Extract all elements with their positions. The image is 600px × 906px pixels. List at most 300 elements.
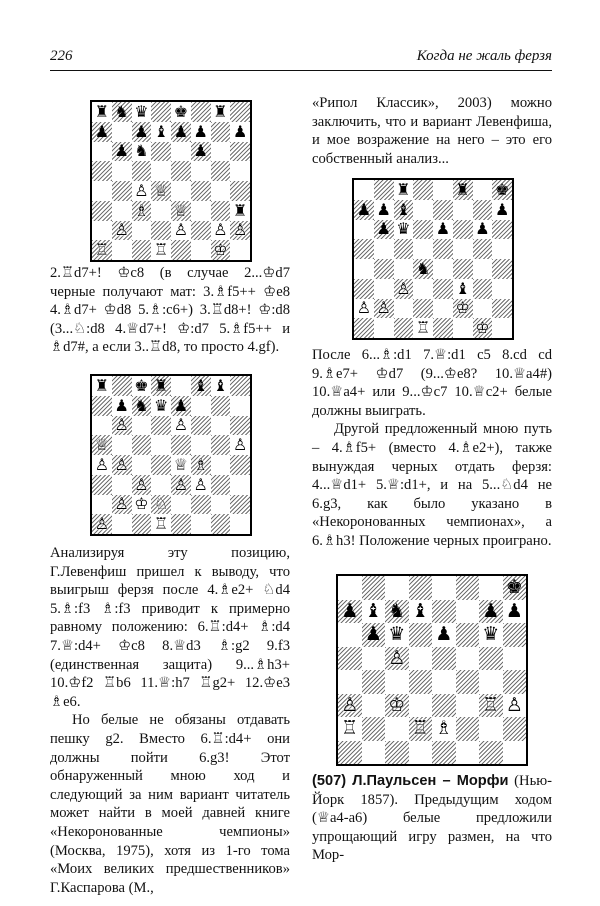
white-pawn-icon: ♙ [114, 494, 129, 514]
white-rook-icon: ♖ [341, 717, 359, 740]
square-d1 [409, 741, 433, 765]
square-c1 [132, 240, 152, 260]
square-a6 [338, 623, 362, 647]
square-d8 [151, 376, 171, 396]
square-h3 [503, 694, 527, 718]
white-rook-icon: ♖ [482, 693, 500, 716]
black-pawn-icon: ♟ [193, 121, 208, 141]
square-c3 [385, 694, 409, 718]
square-d4 [151, 181, 171, 201]
black-bishop-icon: ♝ [213, 376, 228, 395]
square-g8 [211, 102, 231, 122]
square-g6 [473, 220, 493, 240]
square-h4 [492, 259, 512, 279]
square-g2 [211, 495, 231, 515]
square-g2 [479, 717, 503, 741]
square-f5 [191, 161, 211, 181]
square-b6 [112, 142, 132, 162]
square-a5 [338, 647, 362, 671]
square-d3 [151, 201, 171, 221]
square-b2 [112, 221, 132, 241]
square-g2 [211, 221, 231, 241]
square-e6 [433, 220, 453, 240]
square-h4 [230, 181, 250, 201]
square-f2 [191, 221, 211, 241]
square-d8 [151, 102, 171, 122]
square-f4 [456, 670, 480, 694]
square-e4 [433, 259, 453, 279]
square-e6 [432, 623, 456, 647]
black-rook-icon: ♜ [396, 180, 411, 199]
square-e5 [171, 435, 191, 455]
white-pawn-icon: ♙ [232, 435, 248, 455]
black-pawn-icon: ♟ [482, 599, 500, 622]
white-pawn-icon: ♙ [356, 298, 372, 318]
square-g1 [211, 240, 231, 260]
square-f6 [191, 416, 211, 436]
white-pawn-icon: ♙ [114, 220, 129, 240]
square-b1 [112, 240, 132, 260]
black-pawn-icon: ♟ [114, 395, 129, 415]
black-pawn-icon: ♟ [193, 141, 208, 161]
square-a4 [92, 455, 112, 475]
right-column-middle [312, 346, 552, 551]
square-a8 [338, 576, 362, 600]
square-f1 [456, 741, 480, 765]
square-d3 [151, 475, 171, 495]
square-g4 [479, 670, 503, 694]
square-d4 [151, 455, 171, 475]
square-f4 [453, 259, 473, 279]
square-a1 [92, 240, 112, 260]
paragraph-other-path: Другой предложенный мною путь – 4.♗f5+ (вместо 4.♗e2+), также вынуждая черных отдать ферзя: 4...♕d1+ 5.♕:d1+, и на 5...♘d4 не 6.g3, как было указано в «Некоронованных чемпионах», а 6.♗h3! Положение черных проиграно. [312, 421, 552, 549]
square-a7 [92, 122, 112, 142]
black-rook-icon: ♜ [153, 376, 169, 395]
square-c2 [132, 495, 152, 515]
square-e4 [171, 181, 191, 201]
black-queen-icon: ♛ [482, 623, 500, 646]
square-e5 [171, 161, 191, 181]
left-column-bottom [50, 544, 290, 897]
square-a8 [354, 180, 374, 200]
left-column-top [50, 264, 290, 357]
square-g1 [479, 741, 503, 765]
white-pawn-icon: ♙ [213, 220, 228, 240]
square-b6 [112, 416, 132, 436]
square-g7 [211, 122, 231, 142]
game-heading: (507) Л.Паульсен – Морфи [312, 773, 509, 789]
square-f7 [456, 600, 480, 624]
white-king-icon: ♔ [455, 298, 470, 318]
black-queen-icon: ♛ [396, 219, 411, 239]
square-e8 [432, 576, 456, 600]
square-f3 [191, 475, 211, 495]
square-c8 [132, 376, 152, 396]
black-pawn-icon: ♟ [173, 395, 189, 415]
white-pawn-icon: ♙ [114, 455, 129, 474]
square-d1 [151, 514, 171, 534]
black-king-icon: ♚ [173, 102, 189, 121]
white-pawn-icon: ♙ [94, 514, 110, 534]
square-c1 [385, 741, 409, 765]
white-pawn-icon: ♙ [193, 474, 208, 494]
square-e3 [171, 475, 191, 495]
square-a1 [354, 318, 374, 338]
paragraph-note: Но белые не обязаны отдавать пешку g2. Вместо 6.♖:d4+ они должны пойти 6.g3! Этот обнаруженный мною ход и следующий за ним вариант читатель может найти в моей давней книге «Некоронованные чемпионы» (Москва, 1975), хотя из 1-го тома «Моих великих предшественников» Г.Каспарова (М., [50, 712, 290, 896]
square-c8 [132, 102, 152, 122]
black-knight-icon: ♞ [415, 259, 431, 278]
square-d7 [151, 396, 171, 416]
square-f2 [456, 717, 480, 741]
square-c4 [394, 259, 414, 279]
square-e8 [433, 180, 453, 200]
square-g8 [479, 576, 503, 600]
black-queen-icon: ♛ [153, 395, 169, 415]
square-f1 [191, 240, 211, 260]
square-e5 [432, 647, 456, 671]
square-h6 [230, 142, 250, 162]
square-c7 [394, 200, 414, 220]
square-e7 [433, 200, 453, 220]
square-c2 [385, 717, 409, 741]
square-b3 [112, 201, 132, 221]
square-d1 [151, 240, 171, 260]
square-h7 [230, 122, 250, 142]
black-pawn-icon: ♟ [173, 121, 189, 141]
black-bishop-icon: ♝ [411, 599, 429, 622]
square-d7 [413, 200, 433, 220]
square-a3 [338, 694, 362, 718]
square-e2 [171, 495, 191, 515]
paragraph-after-move: После 6...♗:d1 7.♕:d1 c5 8.cd cd 9.♗e7+ ♔d7 (9...♔e8? 10.♕a4#) 10.♕a4+ или 9...♔c7 10.♕c2+ белые должны выиграть. [312, 347, 552, 419]
square-d8 [409, 576, 433, 600]
square-e7 [432, 600, 456, 624]
black-pawn-icon: ♟ [505, 599, 523, 622]
square-b8 [112, 102, 132, 122]
square-b2 [112, 495, 132, 515]
square-g5 [479, 647, 503, 671]
square-f3 [453, 279, 473, 299]
black-pawn-icon: ♟ [114, 141, 129, 161]
square-c2 [394, 299, 414, 319]
square-a7 [92, 396, 112, 416]
white-pawn-icon: ♙ [94, 455, 110, 474]
square-d6 [151, 416, 171, 436]
white-pawn-icon: ♙ [134, 474, 149, 494]
square-f7 [453, 200, 473, 220]
white-king-icon: ♔ [213, 240, 228, 260]
black-knight-icon: ♞ [134, 395, 149, 415]
square-d8 [413, 180, 433, 200]
paragraph-continuation: «Рипол Классик», 2003) можно заключить, что и вариант Левенфиша, и мое возражение на него – это его собственный анализ... [312, 95, 552, 167]
square-h8 [230, 376, 250, 396]
square-a6 [92, 142, 112, 162]
white-knight-icon: ♘ [153, 494, 169, 514]
white-pawn-icon: ♙ [173, 415, 189, 435]
square-b7 [362, 600, 386, 624]
square-h2 [230, 495, 250, 515]
white-king-icon: ♔ [475, 318, 490, 338]
square-b5 [374, 239, 394, 259]
square-d6 [413, 220, 433, 240]
square-e8 [171, 102, 191, 122]
black-rook-icon: ♜ [94, 376, 110, 395]
square-a5 [92, 161, 112, 181]
square-c5 [385, 647, 409, 671]
square-b6 [362, 623, 386, 647]
square-g5 [211, 161, 231, 181]
white-pawn-icon: ♙ [396, 278, 411, 298]
square-b8 [374, 180, 394, 200]
square-h6 [230, 416, 250, 436]
white-pawn-icon: ♙ [388, 646, 406, 669]
square-c4 [132, 455, 152, 475]
square-a4 [92, 181, 112, 201]
white-queen-icon: ♕ [173, 200, 189, 220]
square-h1 [230, 240, 250, 260]
square-b4 [112, 455, 132, 475]
black-bishop-icon: ♝ [153, 121, 169, 141]
white-pawn-icon: ♙ [376, 298, 391, 318]
square-h4 [230, 455, 250, 475]
square-e8 [171, 376, 191, 396]
black-pawn-icon: ♟ [356, 199, 372, 219]
square-c7 [385, 600, 409, 624]
square-a4 [354, 259, 374, 279]
square-d1 [413, 318, 433, 338]
square-a2 [354, 299, 374, 319]
square-b8 [362, 576, 386, 600]
square-b3 [112, 475, 132, 495]
black-bishop-icon: ♝ [364, 599, 382, 622]
square-c6 [132, 416, 152, 436]
square-c3 [132, 475, 152, 495]
square-b3 [362, 694, 386, 718]
square-h3 [492, 279, 512, 299]
square-a4 [338, 670, 362, 694]
square-a6 [354, 220, 374, 240]
white-pawn-icon: ♙ [173, 474, 189, 494]
square-f3 [191, 201, 211, 221]
square-f1 [191, 514, 211, 534]
white-king-icon: ♔ [134, 494, 149, 514]
white-queen-icon: ♕ [173, 455, 189, 474]
square-h2 [230, 221, 250, 241]
square-a7 [354, 200, 374, 220]
square-f6 [191, 142, 211, 162]
square-a2 [338, 717, 362, 741]
square-f2 [453, 299, 473, 319]
square-e1 [433, 318, 453, 338]
square-d3 [409, 694, 433, 718]
square-h6 [503, 623, 527, 647]
square-e2 [432, 717, 456, 741]
square-a1 [92, 514, 112, 534]
square-c7 [132, 396, 152, 416]
square-a3 [354, 279, 374, 299]
square-g6 [211, 416, 231, 436]
paragraph-game-507 [312, 772, 552, 865]
square-a8 [92, 376, 112, 396]
white-pawn-icon: ♙ [114, 415, 129, 435]
square-h5 [492, 239, 512, 259]
chess-board-3 [352, 178, 514, 340]
white-pawn-icon: ♙ [505, 693, 523, 716]
square-e3 [432, 694, 456, 718]
white-bishop-icon: ♗ [134, 200, 149, 220]
square-a7 [338, 600, 362, 624]
square-c5 [132, 161, 152, 181]
square-d2 [151, 221, 171, 241]
square-c1 [394, 318, 414, 338]
square-d2 [413, 299, 433, 319]
square-d5 [151, 161, 171, 181]
square-b1 [362, 741, 386, 765]
black-king-icon: ♚ [134, 376, 149, 395]
square-g3 [211, 201, 231, 221]
black-pawn-icon: ♟ [94, 121, 110, 141]
running-title: Когда не жаль ферзя [416, 48, 552, 64]
square-b3 [374, 279, 394, 299]
square-g2 [473, 299, 493, 319]
square-g4 [211, 181, 231, 201]
square-b1 [374, 318, 394, 338]
black-king-icon: ♚ [494, 180, 510, 199]
square-f2 [191, 495, 211, 515]
square-h5 [230, 435, 250, 455]
square-e1 [171, 514, 191, 534]
square-g3 [211, 475, 231, 495]
square-e4 [432, 670, 456, 694]
square-d5 [409, 647, 433, 671]
square-f7 [191, 396, 211, 416]
square-d3 [413, 279, 433, 299]
square-e6 [171, 416, 191, 436]
square-g3 [473, 279, 493, 299]
square-f3 [456, 694, 480, 718]
square-b5 [112, 161, 132, 181]
square-d4 [413, 259, 433, 279]
square-f6 [456, 623, 480, 647]
square-d5 [413, 239, 433, 259]
square-a5 [354, 239, 374, 259]
white-bishop-icon: ♗ [193, 455, 208, 474]
white-bishop-icon: ♗ [435, 717, 453, 740]
white-queen-icon: ♕ [94, 435, 110, 455]
black-bishop-icon: ♝ [193, 376, 208, 395]
square-c5 [132, 435, 152, 455]
square-g7 [479, 600, 503, 624]
square-e3 [433, 279, 453, 299]
square-b1 [112, 514, 132, 534]
black-rook-icon: ♜ [213, 102, 228, 121]
square-f7 [191, 122, 211, 142]
header-rule [50, 70, 552, 71]
square-h1 [492, 318, 512, 338]
white-rook-icon: ♖ [411, 717, 429, 740]
square-c8 [385, 576, 409, 600]
white-pawn-icon: ♙ [341, 693, 359, 716]
black-pawn-icon: ♟ [494, 199, 510, 219]
square-c5 [394, 239, 414, 259]
square-f5 [453, 239, 473, 259]
square-d5 [151, 435, 171, 455]
square-f6 [453, 220, 473, 240]
square-c4 [132, 181, 152, 201]
square-a6 [92, 416, 112, 436]
square-h6 [492, 220, 512, 240]
white-rook-icon: ♖ [153, 514, 169, 534]
chess-board-1 [90, 100, 252, 262]
square-c6 [394, 220, 414, 240]
square-h2 [503, 717, 527, 741]
square-f8 [191, 102, 211, 122]
square-b4 [362, 670, 386, 694]
square-g8 [473, 180, 493, 200]
square-g7 [473, 200, 493, 220]
square-a1 [338, 741, 362, 765]
black-knight-icon: ♞ [388, 599, 406, 622]
square-c3 [394, 279, 414, 299]
right-column-top [312, 94, 552, 168]
square-c6 [132, 142, 152, 162]
black-pawn-icon: ♟ [364, 623, 382, 646]
black-pawn-icon: ♟ [435, 219, 451, 239]
square-b8 [112, 376, 132, 396]
square-h1 [230, 514, 250, 534]
square-c1 [132, 514, 152, 534]
square-h3 [230, 475, 250, 495]
square-c2 [132, 221, 152, 241]
square-b4 [112, 181, 132, 201]
black-king-icon: ♚ [505, 576, 523, 599]
square-c7 [132, 122, 152, 142]
square-g1 [473, 318, 493, 338]
square-h8 [230, 102, 250, 122]
square-f4 [191, 181, 211, 201]
square-f5 [456, 647, 480, 671]
square-b2 [374, 299, 394, 319]
square-g7 [211, 396, 231, 416]
square-d7 [151, 122, 171, 142]
square-e6 [171, 142, 191, 162]
square-a5 [92, 435, 112, 455]
square-d6 [409, 623, 433, 647]
white-rook-icon: ♖ [415, 318, 431, 338]
white-pawn-icon: ♙ [134, 181, 149, 200]
white-pawn-icon: ♙ [232, 220, 248, 240]
square-a2 [92, 221, 112, 241]
black-pawn-icon: ♟ [341, 599, 359, 622]
square-e1 [171, 240, 191, 260]
square-c6 [385, 623, 409, 647]
black-pawn-icon: ♟ [376, 199, 391, 219]
right-column-bottom [312, 772, 552, 865]
square-c3 [132, 201, 152, 221]
square-h5 [503, 647, 527, 671]
square-h8 [503, 576, 527, 600]
square-c8 [394, 180, 414, 200]
square-h7 [503, 600, 527, 624]
square-e3 [171, 201, 191, 221]
square-g5 [473, 239, 493, 259]
square-g5 [211, 435, 231, 455]
black-bishop-icon: ♝ [396, 199, 411, 219]
square-e2 [433, 299, 453, 319]
square-b4 [374, 259, 394, 279]
square-b2 [362, 717, 386, 741]
square-b6 [374, 220, 394, 240]
